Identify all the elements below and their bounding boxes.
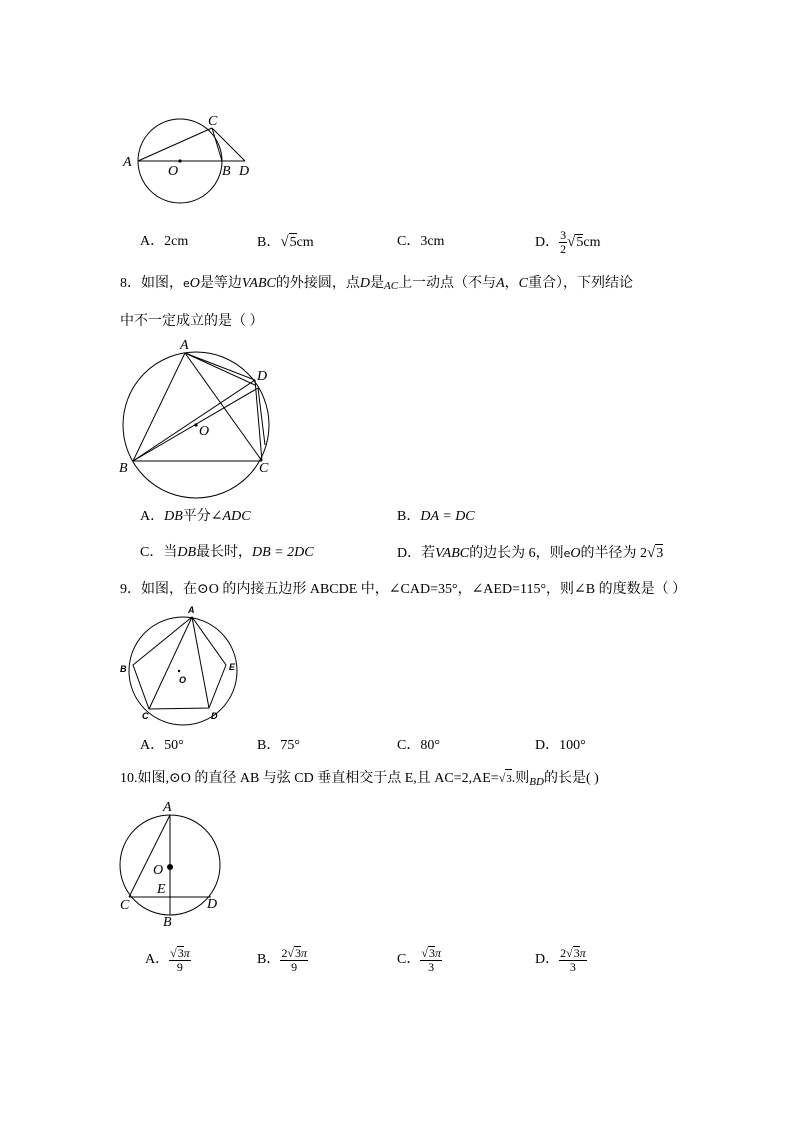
q10-option-b-den: 9 xyxy=(291,959,298,974)
q8-option-d-text: 的半径为 2 xyxy=(580,546,647,561)
q8-text: 如图， xyxy=(141,276,183,291)
q8-option-c xyxy=(140,544,314,562)
q9-option-b xyxy=(257,737,300,755)
q8-comma: ， xyxy=(504,276,519,291)
q10-option-a-pi: π xyxy=(183,945,190,960)
q7-option-b-radicand: 5 xyxy=(289,235,297,250)
q8-line-ad xyxy=(185,353,255,380)
q9-option-c xyxy=(397,737,440,755)
q10-option-d-letter: D． xyxy=(535,952,560,967)
q10-label-o: O xyxy=(153,863,164,878)
q10-option-d-pi: π xyxy=(579,945,586,960)
q8-text: 重合），下列结论 xyxy=(527,276,633,291)
q9-option-b-text: 75° xyxy=(280,738,300,753)
q9-option-c-letter: C． xyxy=(397,738,421,753)
q10-option-d xyxy=(535,940,587,980)
q9-label-o: O xyxy=(179,675,187,685)
q10-stem-text: 的长是( ) xyxy=(543,771,599,786)
q8-option-d-letter: D． xyxy=(397,546,422,561)
q8-option-a-angle: ∠ADC xyxy=(210,509,251,524)
q10-label-b: B xyxy=(163,915,172,930)
q8-option-b xyxy=(397,508,475,526)
q9-label-a: A xyxy=(188,605,195,615)
q8-option-c-eq: DB = 2DC xyxy=(252,545,314,560)
q7-label-a: A xyxy=(123,155,132,170)
q10-option-c-den: 3 xyxy=(428,959,435,974)
q10-stem-text: 10.如图,⊙O 的直径 AB 与弦 CD 垂直相交于点 E,且 AC=2,AE= xyxy=(120,771,499,786)
q8-line-dc2 xyxy=(258,388,265,445)
q7-option-b xyxy=(257,233,314,252)
q9-line-ad xyxy=(192,617,209,708)
q7-option-d-radicand: 5 xyxy=(576,235,584,250)
q9-option-b-letter: B． xyxy=(257,738,281,753)
q9-label-c: C xyxy=(142,711,149,721)
sqrt-sign: √ xyxy=(287,945,294,960)
q8-option-d-text: 若 xyxy=(421,546,436,561)
q7-figure xyxy=(118,110,268,210)
q10-option-c-pi: π xyxy=(434,945,441,960)
q10-label-e: E xyxy=(157,882,166,897)
q8-option-c-seg: DB xyxy=(177,545,197,560)
q8-option-d-tri: VABC xyxy=(435,546,470,561)
q7-option-a-text: 2cm xyxy=(164,234,189,249)
q10-option-b-fraction xyxy=(280,946,308,974)
q8-d: D xyxy=(359,276,370,291)
q8-a: A xyxy=(496,276,505,291)
sqrt-sign: √ xyxy=(421,945,428,960)
q10-option-a xyxy=(145,940,191,980)
q10-option-a-letter: A． xyxy=(145,952,170,967)
q10-option-c-radicand: 3 xyxy=(428,945,435,960)
q7-label-o: O xyxy=(168,164,179,179)
q10-option-a-den: 9 xyxy=(176,959,183,974)
q10-option-b-letter: B． xyxy=(257,952,281,967)
q7-option-c-letter: C． xyxy=(397,234,421,249)
q8-text: 是等边 xyxy=(199,276,242,291)
q10-option-d-coef: 2 xyxy=(560,945,567,960)
q7-option-c xyxy=(397,233,444,251)
sqrt-sign: √ xyxy=(170,945,177,960)
q10-arc-bd: BD xyxy=(529,776,544,788)
sqrt-sign: √ xyxy=(647,545,656,561)
q8-option-b-letter: B． xyxy=(397,509,421,524)
q8-option-c-text: 当 xyxy=(163,545,178,560)
q7-center-dot xyxy=(178,159,181,162)
q9-option-d xyxy=(535,737,586,755)
q10-option-c-fraction xyxy=(420,946,442,974)
q8-tri: VABC xyxy=(241,276,276,291)
q10-option-c-num xyxy=(420,946,442,961)
q10-stem xyxy=(120,769,599,788)
q8-option-a-letter: A． xyxy=(140,509,165,524)
q9-figure xyxy=(115,605,245,725)
q8-text: 是 xyxy=(370,276,384,291)
q9-option-a-text: 50° xyxy=(164,738,184,753)
q10-option-a-radicand: 3 xyxy=(177,945,184,960)
q8-option-c-text: 最长时， xyxy=(196,545,253,560)
q8-o: O xyxy=(189,276,200,291)
q8-line-ad2 xyxy=(185,353,255,385)
q8-number: 8． xyxy=(120,276,141,291)
q7-option-d-unit: cm xyxy=(583,235,601,250)
q7-option-d-num: 3 xyxy=(560,228,567,243)
q10-option-a-num xyxy=(169,946,191,961)
q8-option-d-radicand: 3 xyxy=(656,546,664,561)
q9-option-c-text: 80° xyxy=(420,738,440,753)
q9-label-e: E xyxy=(229,662,236,672)
sqrt-sign: √ xyxy=(567,234,576,250)
q10-option-c xyxy=(397,940,442,980)
q10-option-b xyxy=(257,940,308,980)
q9-option-a xyxy=(140,737,184,755)
q9-option-a-letter: A． xyxy=(140,738,165,753)
q8-option-b-eq: DA = DC xyxy=(420,509,475,524)
q8-label-c: C xyxy=(259,461,269,476)
q10-option-a-fraction xyxy=(169,946,191,974)
q9-stem: 9．如图，在⊙O 的内接五边形 ABCDE 中，∠CAD=35°，∠AED=115°，则∠B 的度数是（ ） xyxy=(120,582,687,597)
sqrt-sign: √ xyxy=(498,771,506,785)
q8-c: C xyxy=(518,276,528,291)
q8-option-c-letter: C． xyxy=(140,545,164,560)
q9-option-d-text: 100° xyxy=(559,738,586,753)
q8-line-ab xyxy=(133,353,185,461)
q8-label-a: A xyxy=(180,338,189,353)
q7-label-b: B xyxy=(222,164,231,179)
q7-option-d-den: 2 xyxy=(560,242,567,257)
q8-text: 的外接圆，点 xyxy=(275,276,360,291)
q10-label-d: D xyxy=(207,897,218,912)
q8-label-b: B xyxy=(119,461,128,476)
q8-label-d: D xyxy=(257,369,268,384)
q10-center-dot xyxy=(167,864,173,870)
q7-option-a-letter: A． xyxy=(140,234,165,249)
q8-arc-ac: AC xyxy=(384,280,399,292)
q8-figure xyxy=(115,335,290,505)
q9-label-b: B xyxy=(120,664,127,674)
q10-option-d-den: 3 xyxy=(569,959,576,974)
circle-symbol: e xyxy=(183,277,190,290)
circle-symbol: e xyxy=(563,547,571,560)
q9-label-d: D xyxy=(211,711,218,721)
q8-line-bd xyxy=(133,380,255,461)
q7-option-d-letter: D． xyxy=(535,235,560,250)
q10-option-b-coef: 2 xyxy=(281,945,288,960)
q10-option-d-num xyxy=(559,946,587,961)
q8-label-o: O xyxy=(199,424,210,439)
q8-center-dot xyxy=(194,423,197,426)
q10-option-c-letter: C． xyxy=(397,952,421,967)
q8-option-d-o: O xyxy=(570,546,581,561)
q9-option-d-letter: D． xyxy=(535,738,560,753)
q8-line-ac xyxy=(185,353,262,461)
q10-option-d-fraction xyxy=(559,946,587,974)
q8-option-a-text: 平分 xyxy=(182,509,211,524)
q8-option-a-seg: DB xyxy=(164,509,183,524)
q7-option-a xyxy=(140,233,188,251)
q8-text: 上一动点（不与 xyxy=(398,276,497,291)
q10-label-c: C xyxy=(120,898,130,913)
sqrt-sign: √ xyxy=(566,945,573,960)
q10-option-b-num xyxy=(280,946,308,961)
q7-option-c-text: 3cm xyxy=(420,234,445,249)
q10-stem-radicand: 3 xyxy=(505,769,512,788)
q7-label-d: D xyxy=(239,164,250,179)
q8-option-a xyxy=(140,508,251,526)
q7-option-b-unit: cm xyxy=(296,235,314,250)
q7-option-d-fraction xyxy=(559,229,567,256)
q10-label-a: A xyxy=(163,800,172,815)
q10-option-d-radicand: 3 xyxy=(573,945,580,960)
sqrt-sign: √ xyxy=(280,234,289,250)
q7-option-b-letter: B． xyxy=(257,235,281,250)
q9-center-dot xyxy=(178,670,180,672)
q10-option-b-pi: π xyxy=(300,945,307,960)
q9-line-ac xyxy=(149,617,192,709)
q8-stem-line1 xyxy=(120,275,633,293)
q10-option-b-radicand: 3 xyxy=(294,945,301,960)
q8-stem-line2: 中不一定成立的是（ ） xyxy=(120,314,264,329)
q10-figure xyxy=(115,795,225,930)
q7-option-d xyxy=(535,225,600,259)
q7-label-c: C xyxy=(208,114,218,129)
q10-stem-text: .则 xyxy=(511,771,530,786)
q8-option-d-text: 的边长为 6，则 xyxy=(469,546,564,561)
q8-option-d xyxy=(397,544,663,563)
